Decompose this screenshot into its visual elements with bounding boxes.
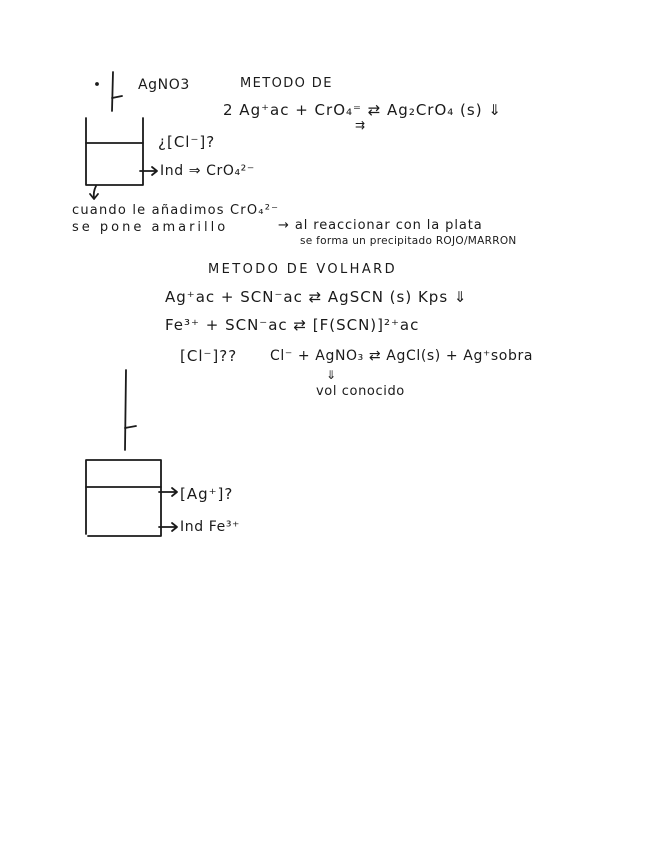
volhard-eq3: Cl⁻ + AgNO₃ ⇄ AgCl(s) + Ag⁺sobra xyxy=(270,348,533,364)
mohr-result-1: → al reaccionar con la plata xyxy=(278,218,483,233)
mohr-title: METODO DE xyxy=(240,76,333,91)
burette-icon xyxy=(96,72,122,111)
volhard-title: METODO DE VOLHARD xyxy=(208,262,397,277)
volhard-question: [Cl⁻]?? xyxy=(180,347,238,365)
volhard-known: vol conocido xyxy=(316,384,405,399)
mohr-observation-1: cuando le añadimos CrO₄²⁻ xyxy=(72,203,280,218)
burette-icon xyxy=(125,370,136,450)
mohr-indicator: Ind ⇒ CrO₄²⁻ xyxy=(160,163,255,179)
volhard-eq1: Ag⁺ac + SCN⁻ac ⇄ AgSCN (s) Kps ⇓ xyxy=(165,288,468,306)
beaker-icon xyxy=(86,118,143,185)
arrow-down-icon xyxy=(90,186,98,199)
mohr-arrow-below: ⇉ xyxy=(355,118,366,132)
volhard-eq3-arrow: ⇓ xyxy=(326,368,337,382)
mohr-reaction: 2 Ag⁺ac + CrO₄⁼ ⇄ Ag₂CrO₄ (s) ⇓ xyxy=(223,101,502,119)
volhard-indicator: Ind Fe³⁺ xyxy=(180,519,241,535)
volhard-eq2: Fe³⁺ + SCN⁻ac ⇄ [F(SCN)]²⁺ac xyxy=(165,316,420,334)
volhard-beaker-question: [Ag⁺]? xyxy=(180,485,234,503)
mohr-question: ¿[Cl⁻]? xyxy=(158,133,216,151)
reagent-label: AgNO3 xyxy=(138,77,190,93)
mohr-observation-2: se pone amarillo xyxy=(72,220,229,235)
beaker-icon xyxy=(86,460,161,536)
mohr-result-2: se forma un precipitado ROJO/MARRON xyxy=(300,235,517,247)
